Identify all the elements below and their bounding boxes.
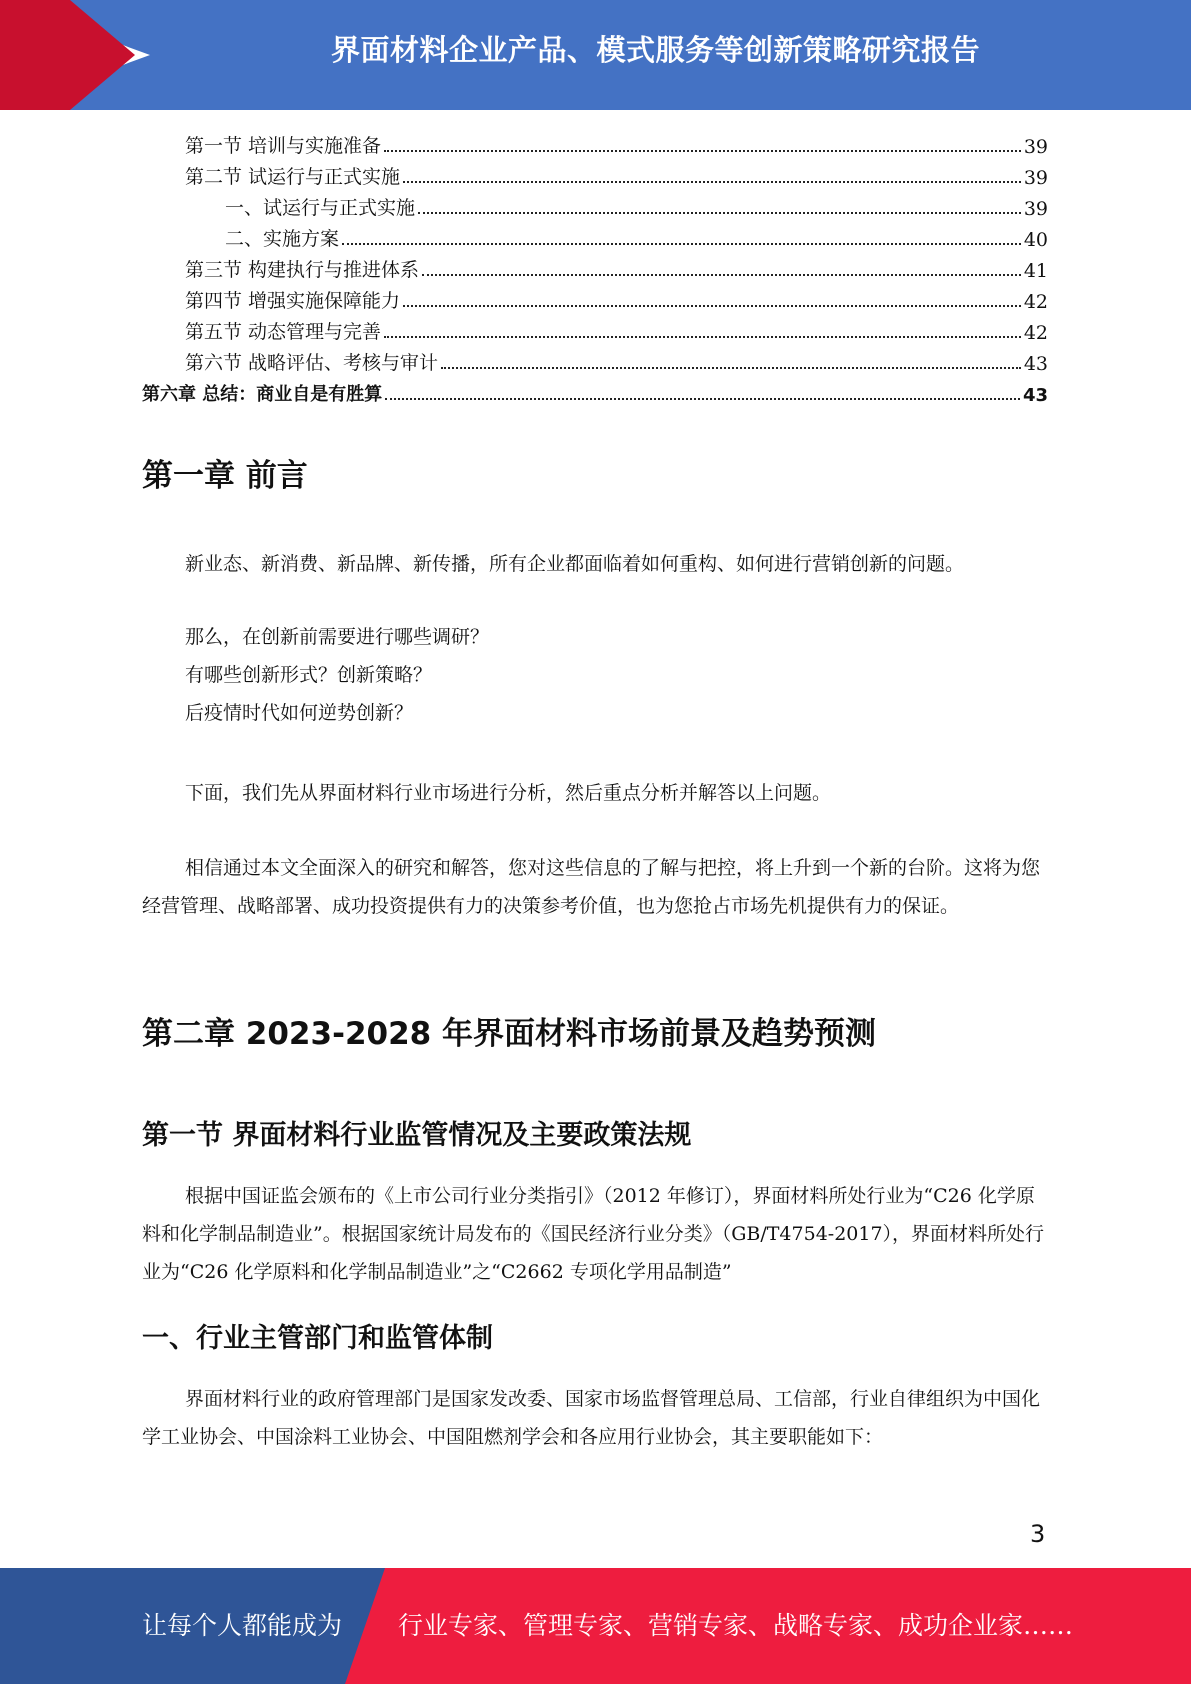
report-title: 界面材料企业产品、模式服务等创新策略研究报告 (330, 33, 980, 67)
chapter-1-paragraph-2: 下面，我们先从界面材料行业市场进行分析，然后重点分析并解答以上问题。 (185, 782, 832, 804)
toc-entry[interactable]: 第五节 动态管理与完善 42 (185, 321, 1048, 344)
toc-entry[interactable]: 二、实施方案 40 (225, 228, 1048, 251)
toc-leader (384, 149, 1021, 152)
toc-leader (422, 273, 1021, 276)
page-number: 3 (1030, 1520, 1046, 1548)
subsection-1-title: 一、行业主管部门和监管体制 (142, 1323, 493, 1354)
chapter-1-paragraph-3: 相信通过本文全面深入的研究和解答，您对这些信息的了解与把控，将上升到一个新的台阶。这将为您经营管理、战略部署、成功投资提供有力的决策参考价值，也为您抢占市场先机提供有力的保证。 (142, 857, 1041, 917)
toc-leader (384, 335, 1021, 338)
toc-entry[interactable]: 第六节 战略评估、考核与审计 43 (185, 352, 1048, 375)
section-1-title: 第一节 界面材料行业监管情况及主要政策法规 (142, 1120, 692, 1151)
toc-entry[interactable]: 第三节 构建执行与推进体系 41 (185, 259, 1048, 282)
toc-leader (385, 397, 1020, 400)
chapter-1-paragraph-1: 新业态、新消费、新品牌、新传播，所有企业都面临着如何重构、如何进行营销创新的问题。 (185, 553, 965, 575)
chapter-2-title: 第二章 2023-2028 年界面材料市场前景及趋势预测 (142, 1016, 877, 1052)
page-footer (0, 1568, 1191, 1684)
section-1-paragraph: 根据中国证监会颁布的《上市公司行业分类指引》（2012 年修订），界面材料所处行业为“C26 化学原料和化学制品制造业”。根据国家统计局发布的《国民经济行业分类》（GB/T4754-2017），界面材料所处行业为“C26 化学原料和化学制品制造业”之“C2662 专项化学用品制造” (142, 1185, 1045, 1283)
toc-entry[interactable]: 第四节 增强实施保障能力 42 (185, 290, 1048, 313)
chapter-1-question-2: 有哪些创新形式？创新策略？ (185, 664, 433, 686)
page-header (0, 0, 1191, 110)
toc-entry[interactable]: 第一节 培训与实施准备 39 (185, 135, 1048, 158)
toc-entry-chapter[interactable]: 第六章 总结：商业自是有胜算 43 (142, 384, 1048, 406)
footer-slogan-right: 行业专家、管理专家、营销专家、战略专家、成功企业家…… (398, 1611, 1074, 1640)
toc-leader (403, 304, 1021, 307)
table-of-contents (142, 127, 1048, 406)
toc-entry[interactable]: 一、试运行与正式实施 39 (225, 197, 1048, 220)
toc-entry[interactable]: 第二节 试运行与正式实施 39 (185, 166, 1048, 189)
footer-slogan-left: 让每个人都能成为 (142, 1611, 343, 1640)
toc-leader (342, 242, 1021, 245)
toc-leader (418, 211, 1021, 214)
subsection-1-paragraph: 界面材料行业的政府管理部门是国家发改委、国家市场监督管理总局、工信部，行业自律组织为中国化学工业协会、中国涂料工业协会、中国阻燃剂学会和各应用行业协会，其主要职能如下： (142, 1388, 1041, 1448)
toc-leader (403, 180, 1021, 183)
toc-leader (441, 366, 1021, 369)
chapter-1-question-1: 那么，在创新前需要进行哪些调研？ (185, 626, 490, 648)
chapter-1-question-3: 后疫情时代如何逆势创新？ (185, 702, 414, 724)
chapter-1-title: 第一章 前言 (142, 458, 308, 494)
